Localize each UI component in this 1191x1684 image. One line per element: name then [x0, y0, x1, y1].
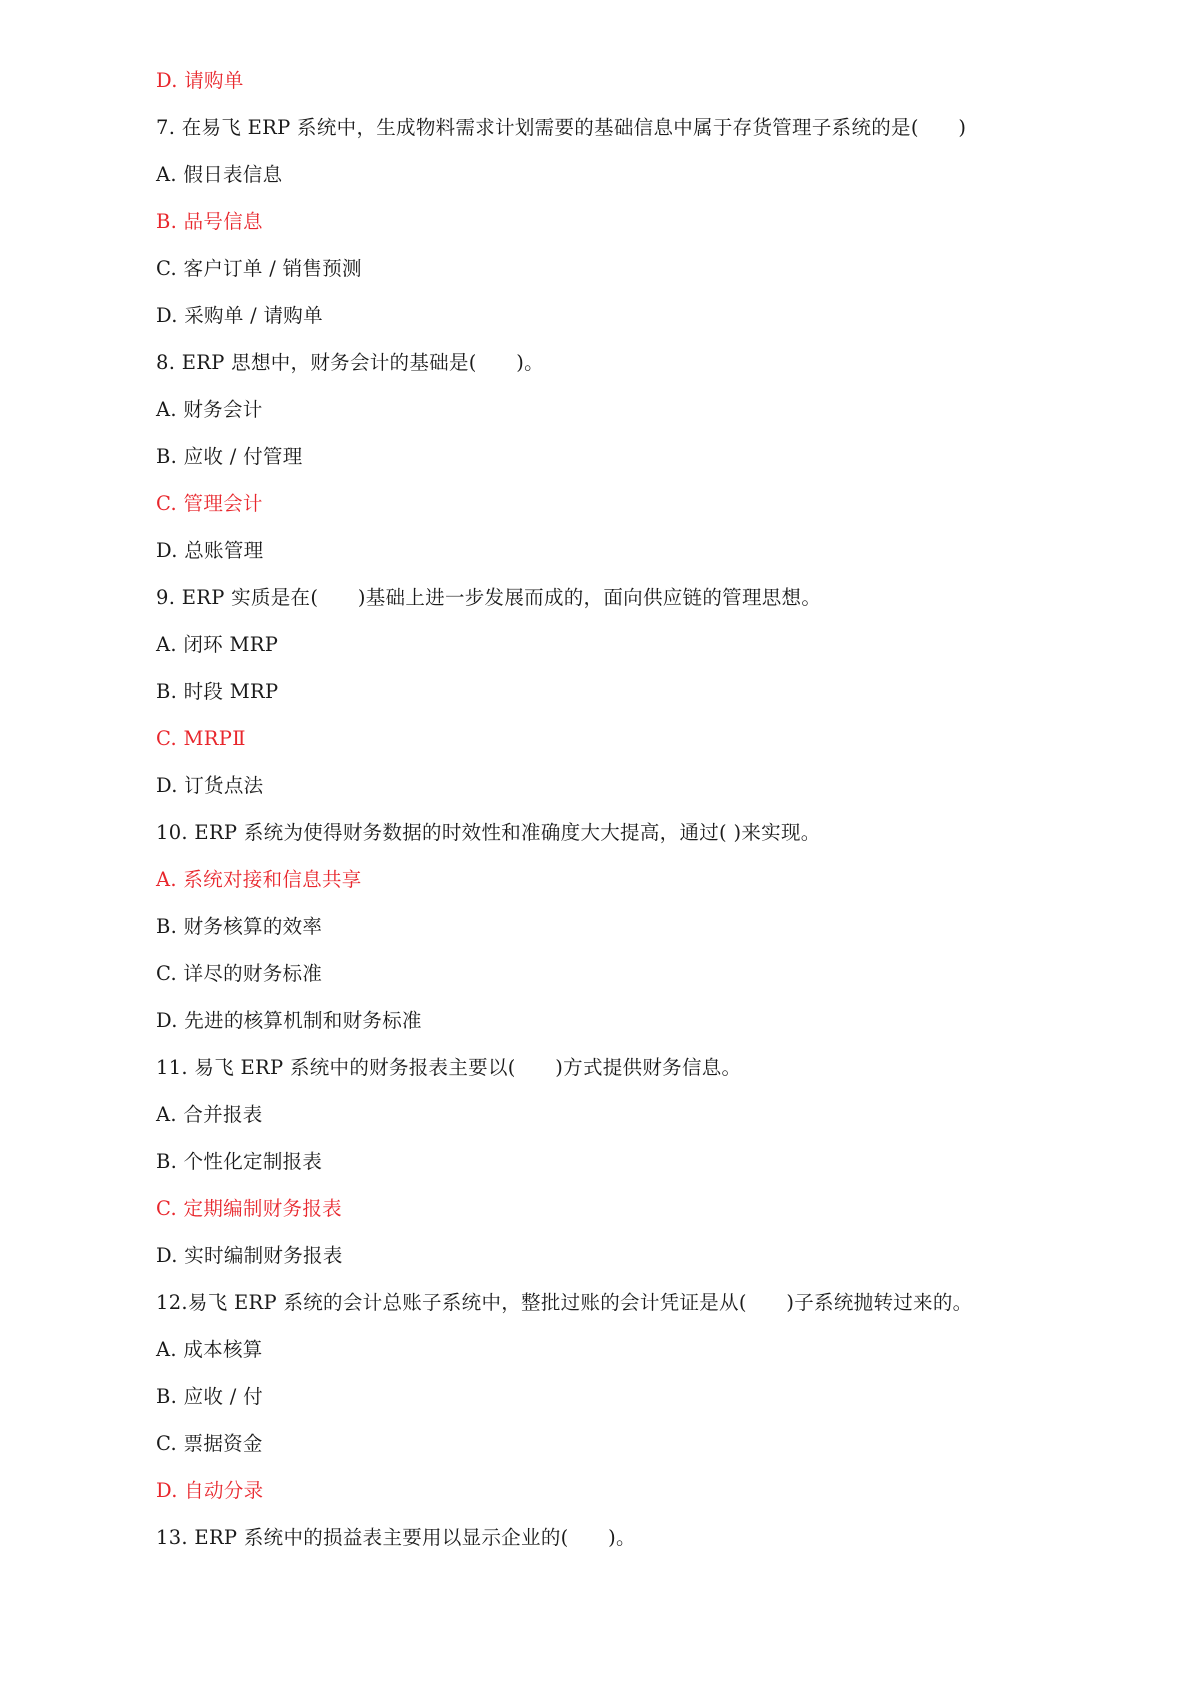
- option-line: C. 管理会计: [156, 492, 263, 515]
- question-line: 8. ERP 思想中，财务会计的基础是( )。: [156, 351, 544, 374]
- question-line: 13. ERP 系统中的损益表主要用以显示企业的( )。: [156, 1526, 636, 1549]
- option-line: B. 财务核算的效率: [156, 915, 323, 938]
- option-line: D. 自动分录: [156, 1479, 264, 1502]
- option-line: D. 订货点法: [156, 774, 264, 797]
- option-line: B. 应收 / 付: [156, 1385, 263, 1408]
- option-line: B. 个性化定制报表: [156, 1150, 323, 1173]
- option-line: D. 请购单: [156, 69, 244, 92]
- option-line: A. 假日表信息: [156, 163, 283, 186]
- option-line: A. 财务会计: [156, 398, 263, 421]
- option-line: D. 总账管理: [156, 539, 264, 562]
- option-line: B. 品号信息: [156, 210, 263, 233]
- question-line: 7. 在易飞 ERP 系统中，生成物料需求计划需要的基础信息中属于存货管理子系统的是( ): [156, 116, 967, 139]
- option-line: D. 采购单 / 请购单: [156, 304, 323, 327]
- document-content: [156, 62, 1056, 1566]
- option-line: A. 系统对接和信息共享: [156, 868, 362, 891]
- option-line: D. 先进的核算机制和财务标准: [156, 1009, 422, 1032]
- question-line: 12.易飞 ERP 系统的会计总账子系统中，整批过账的会计凭证是从( )子系统抛转过来的。: [156, 1291, 973, 1314]
- option-line: B. 时段 MRP: [156, 680, 279, 703]
- option-line: C. 定期编制财务报表: [156, 1197, 342, 1220]
- option-line: C. 客户订单 / 销售预测: [156, 257, 362, 280]
- option-line: A. 成本核算: [156, 1338, 263, 1361]
- option-line: B. 应收 / 付管理: [156, 445, 303, 468]
- option-line: C. MRPⅡ: [156, 727, 246, 750]
- option-line: C. 详尽的财务标准: [156, 962, 323, 985]
- option-line: D. 实时编制财务报表: [156, 1244, 343, 1267]
- question-line: 10. ERP 系统为使得财务数据的时效性和准确度大大提高，通过( )来实现。: [156, 821, 821, 844]
- option-line: A. 合并报表: [156, 1103, 263, 1126]
- question-line: 9. ERP 实质是在( )基础上进一步发展而成的，面向供应链的管理思想。: [156, 586, 822, 609]
- option-line: A. 闭环 MRP: [156, 633, 279, 656]
- option-line: C. 票据资金: [156, 1432, 263, 1455]
- question-line: 11. 易飞 ERP 系统中的财务报表主要以( )方式提供财务信息。: [156, 1056, 742, 1079]
